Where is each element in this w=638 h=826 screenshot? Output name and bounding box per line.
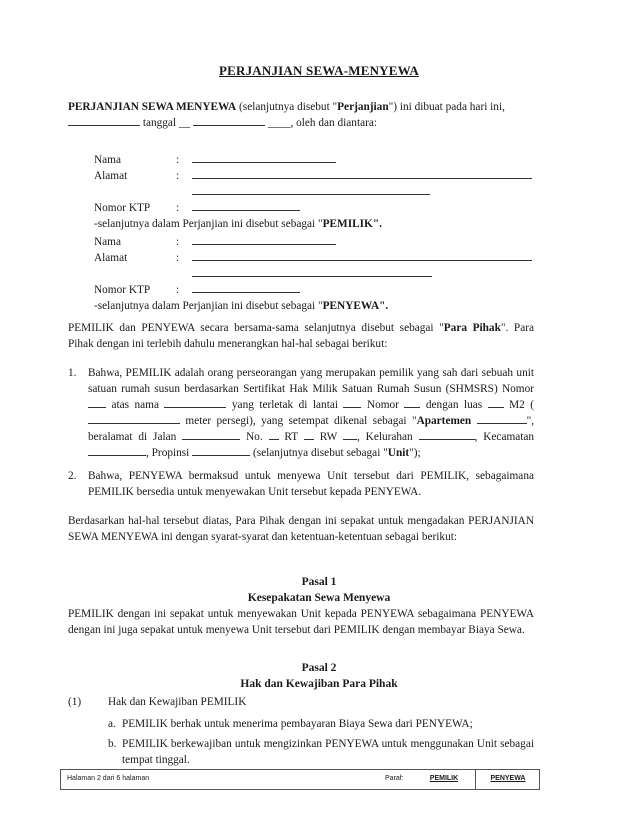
para-pihak-paragraph: PEMILIK dan PENYEWA secara bersama-sama selanjutnya disebut sebagai "Para Pihak". Para Pihak dengan ini terlebih dahulu menerangkan hal-hal sebagai berikut:	[68, 322, 534, 350]
berdasarkan-paragraph: Berdasarkan hal-hal tersebut diatas, Para Pihak dengan ini sepakat untuk mengadakan PERJANJIAN SEWA MENYEWA ini dengan syarat-syarat dan ketentuan-ketentuan sebagai berikut:	[68, 515, 534, 543]
recital-item-2: 2. Bahwa, PENYEWA bermaksud untuk menyewa Unit tersebut dari PEMILIK, sebagaimana PEMILIK bersedia untuk menyewakan Unit tersebut kepada PENYEWA.	[68, 470, 534, 498]
pasal-1-text: PEMILIK dengan ini sepakat untuk menyewakan Unit kepada PENYEWA sebagaimana PENYEWA dengan ini juga sepakat untuk menyewa Unit tersebut dari PEMILIK dengan membayar Biaya Sewa.	[68, 608, 534, 636]
field-line-alamat	[192, 178, 532, 179]
field-line-ktp	[192, 210, 300, 211]
document-title: PERJANJIAN SEWA-MENYEWA	[219, 63, 419, 78]
blank-day	[68, 115, 140, 126]
blank-month	[193, 115, 265, 126]
field-line-ktp	[192, 292, 300, 293]
intro-paragraph: PERJANJIAN SEWA MENYEWA (selanjutnya disebut "Perjanjian") ini dibuat pada hari ini, tanggal __ ____, oleh dan diantara:	[68, 101, 505, 129]
field-line-alamat	[192, 260, 532, 261]
field-line-alamat-2	[192, 194, 430, 195]
party-pemilik-block: Nama : Alamat : Nomor KTP : -selanjutnya dalam Perjanjian ini disebut sebagai "PEMILIK".	[94, 152, 534, 232]
page-number: Halaman 2 dari 6 halaman	[67, 775, 150, 782]
sub-item-b: b. PEMILIK berkewajiban untuk mengizinkan PENYEWA untuk menggunakan Unit sebagai tempat tinggal.	[108, 738, 534, 766]
recital-item-1: 1. Bahwa, PEMILIK adalah orang perseorangan yang merupakan pemilik yang sah dari sebuah unit satuan rumah susun berdasarkan Sertifikat Hak Milik Satuan Rumah Susun (SHMSRS) Nomor atas nama yang terletak di lantai Nomor dengan luas M2 ( meter persegi), yang setempat dikenal sebagai "Apartemen ", beralamat di Jalan No. RT RW , Kelurahan , Kecamatan , Propinsi (selanjutnya disebut sebagai "Unit");	[68, 367, 535, 459]
paraf-penyewa-box: PENYEWA	[475, 770, 540, 789]
pasal-1-heading: Pasal 1 Kesepakatan Sewa Menyewa	[247, 576, 391, 604]
field-line-nama	[192, 162, 336, 163]
party-penyewa-block: Nama : Alamat : Nomor KTP : -selanjutnya dalam Perjanjian ini disebut sebagai "PENYEWA".	[94, 234, 534, 314]
field-line-alamat-2	[192, 276, 432, 277]
page-footer	[60, 769, 540, 790]
paraf-label: Paraf:	[385, 775, 404, 782]
document-page: PERJANJIAN SEWA-MENYEWA PERJANJIAN SEWA MENYEWA (selanjutnya disebut "Perjanjian") ini dibuat pada hari ini, tanggal __ ____, oleh dan diantara: Nama : Alamat : Nomor KTP : -selanjutnya dalam Perjanjian ini disebut sebagai "PEMILIK". Nama : Alamat : Nomor KTP : -selanjutnya dalam Perjanjian ini disebut sebagai "PENYEWA". PEMILIK dan PENYEWA secara bersama-sama selanjutnya disebut sebagai "Para Pihak". Para Pihak dengan ini terlebih dahulu menerangkan hal-hal sebagai berikut: 1. Bahwa, PEMILIK adalah orang perseorangan yang merupakan pemilik yang sah dari sebuah unit satuan rumah susun berdasarkan Sertifikat Hak Milik Satuan Rumah Susun (SHMSRS) Nomor atas nama yang terletak di lantai Nomor dengan luas M2 ( meter persegi), yang setempat dikenal sebagai "Apartemen ", beralamat di Jalan No. RT RW , Kelurahan , Kecamatan , Propinsi (selanjutnya disebut sebagai "Unit"); 2. Bahwa, PENYEWA bermaksud untuk menyewa Unit tersebut dari PEMILIK, sebagaimana PEMILIK bersedia untuk menyewakan Unit tersebut kepada PENYEWA. Berdasarkan hal-hal tersebut diatas, Para Pihak dengan ini sepakat untuk mengadakan PERJANJIAN SEWA MENYEWA ini dengan syarat-syarat dan ketentuan-ketentuan sebagai berikut: Pasal 1 Kesepakatan Sewa Menyewa PEMILIK dengan ini sepakat untuk menyewakan Unit kepada PENYEWA sebagaimana PENYEWA dengan ini juga sepakat untuk menyewa Unit tersebut dari PEMILIK dengan membayar Biaya Sewa. Pasal 2 Hak dan Kewajiban Para Pihak (1) Hak dan Kewajiban PEMILIK a. PEMILIK berhak untuk menerima pembayaran Biaya Sewa dari PENYEWA; b. PEMILIK berkewajiban untuk mengizinkan PENYEWA untuk menggunakan Unit sebagai tempat tinggal. Halaman 2 dari 6 halaman Paraf: PEMILIK PENYEWA	[0, 0, 638, 826]
sub-item-a: a. PEMILIK berhak untuk menerima pembayaran Biaya Sewa dari PENYEWA;	[108, 718, 473, 730]
paraf-pemilik-box: PEMILIK	[429, 775, 459, 782]
pasal-2-heading: Pasal 2 Hak dan Kewajiban Para Pihak	[240, 662, 398, 690]
field-line-nama	[192, 244, 336, 245]
